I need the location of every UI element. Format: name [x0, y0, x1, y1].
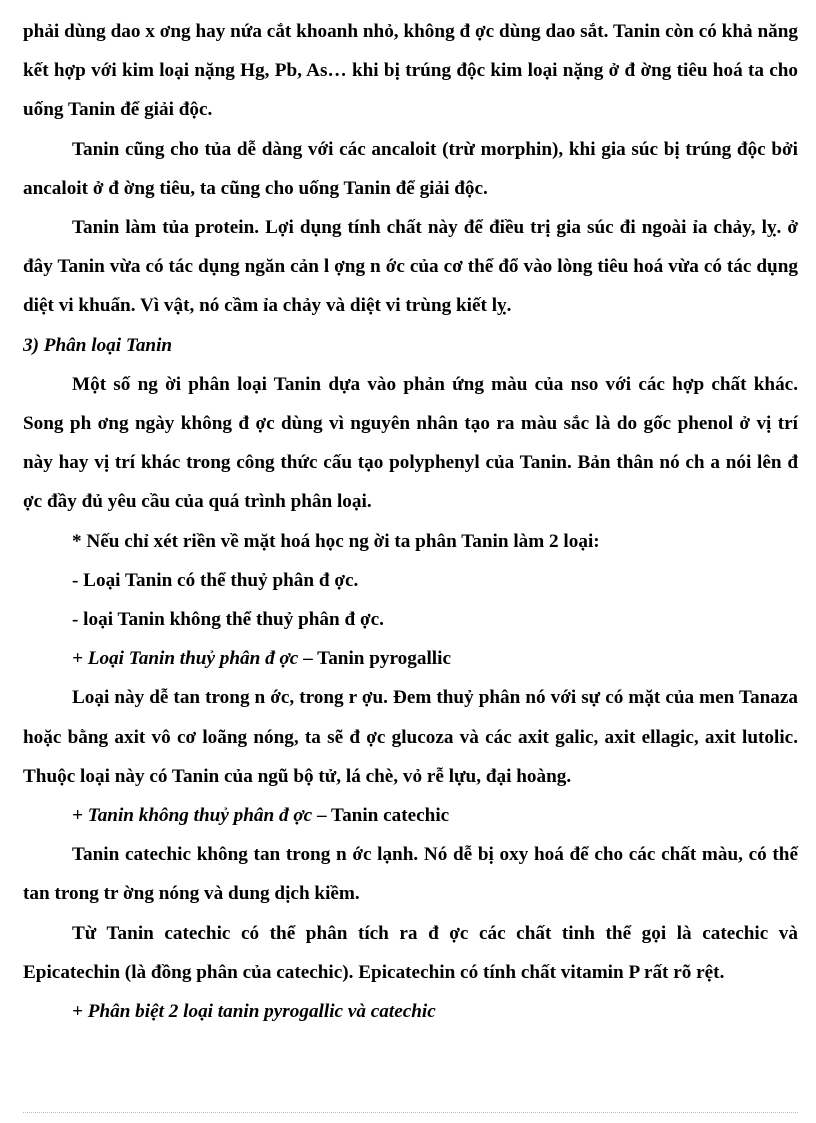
paragraph-tanin-ancaloit: Tanin cũng cho tủa dễ dàng với các ancaloit (trừ morphin), khi gia súc bị trúng độc bởi ancaloit ở đ ờng tiêu, ta cũng cho uống Tanin để giải độc. [23, 138, 798, 199]
subheading-pyrogallic [23, 639, 798, 678]
list-item-non-hydrolyzable: - loại Tanin không thể thuỷ phân đ ợc. [72, 609, 384, 631]
paragraph-tanin-protein: Tanin làm tủa protein. Lợi dụng tính chất này để điều trị gia súc đi ngoài ỉa chảy, lỵ. ở đây Tanin vừa có tác dụng ngăn cản l ợng n ớc của cơ thể đổ vào lòng tiêu hoá vừa có tác dụng diệt vi khuẩn. Vì vật, nó cầm ỉa chảy và diệt vi trùng kiết lỵ. [23, 217, 798, 317]
paragraph-tanin-metals: phải dùng dao x ơng hay nứa cắt khoanh nhỏ, không đ ợc dùng dao sắt. Tanin còn có khả năng kết hợp với kim loại nặng Hg, Pb, As… khi bị trúng độc kim loại nặng ở đ ờng tiêu hoá ta cho uống Tanin để giải độc. [23, 21, 798, 121]
document-page [23, 12, 798, 1031]
subheading-catechic-emphasis: + Tanin không thuỷ phân đ ợc [72, 805, 313, 827]
subheading-pyrogallic-emphasis: + Loại Tanin thuỷ phân đ ợc [72, 648, 299, 670]
paragraph-pyrogallic: Loại này dễ tan trong n ớc, trong r ợu. Đem thuỷ phân nó với sự có mặt của men Tanaza hoặc bằng axit vô cơ loãng nóng, ta sẽ đ ợc glucoza và các axit galic, axit ellagic, axit lutolic. Thuộc loại này có Tanin của ngũ bộ tử, lá chè, vỏ rễ lựu, đại hoàng. [23, 687, 798, 787]
page-footer-divider [23, 1112, 798, 1113]
list-item-hydrolyzable: - Loại Tanin có thể thuỷ phân đ ợc. [72, 569, 359, 591]
subheading-catechic [23, 796, 798, 835]
paragraph-epicatechin: Từ Tanin catechic có thể phân tích ra đ ợc các chất tinh thể gọi là catechic và Epicatechin (là đồng phân của catechic). Epicatechin có tính chất vitamin P rất rõ rệt. [23, 922, 798, 983]
bullet-chemical-classification: * Nếu chỉ xét riền về mặt hoá học ng ời ta phân Tanin làm 2 loại: [72, 530, 600, 552]
section-heading-classification: 3) Phân loại Tanin [23, 334, 173, 356]
subheading-distinguish: + Phân biệt 2 loại tanin pyrogallic và catechic [72, 1001, 436, 1023]
paragraph-color-reaction: Một số ng ời phân loại Tanin dựa vào phản ứng màu của nso với các hợp chất khác. Song ph ơng ngày không đ ợc dùng vì nguyên nhân tạo ra màu sắc là do gốc phenol ở vị trí này hay vị trí khác trong công thức cấu tạo polyphenyl của Tanin. Bản thân nó ch a nói lên đ ợc đầy đủ yêu cầu của quá trình phân loại. [23, 373, 798, 513]
paragraph-catechic: Tanin catechic không tan trong n ớc lạnh. Nó dễ bị oxy hoá để cho các chất màu, có thể tan trong tr ờng nóng và dung dịch kiềm. [23, 844, 798, 905]
subheading-pyrogallic-label: – Tanin pyrogallic [298, 648, 451, 670]
subheading-catechic-label: – Tanin catechic [312, 805, 450, 827]
